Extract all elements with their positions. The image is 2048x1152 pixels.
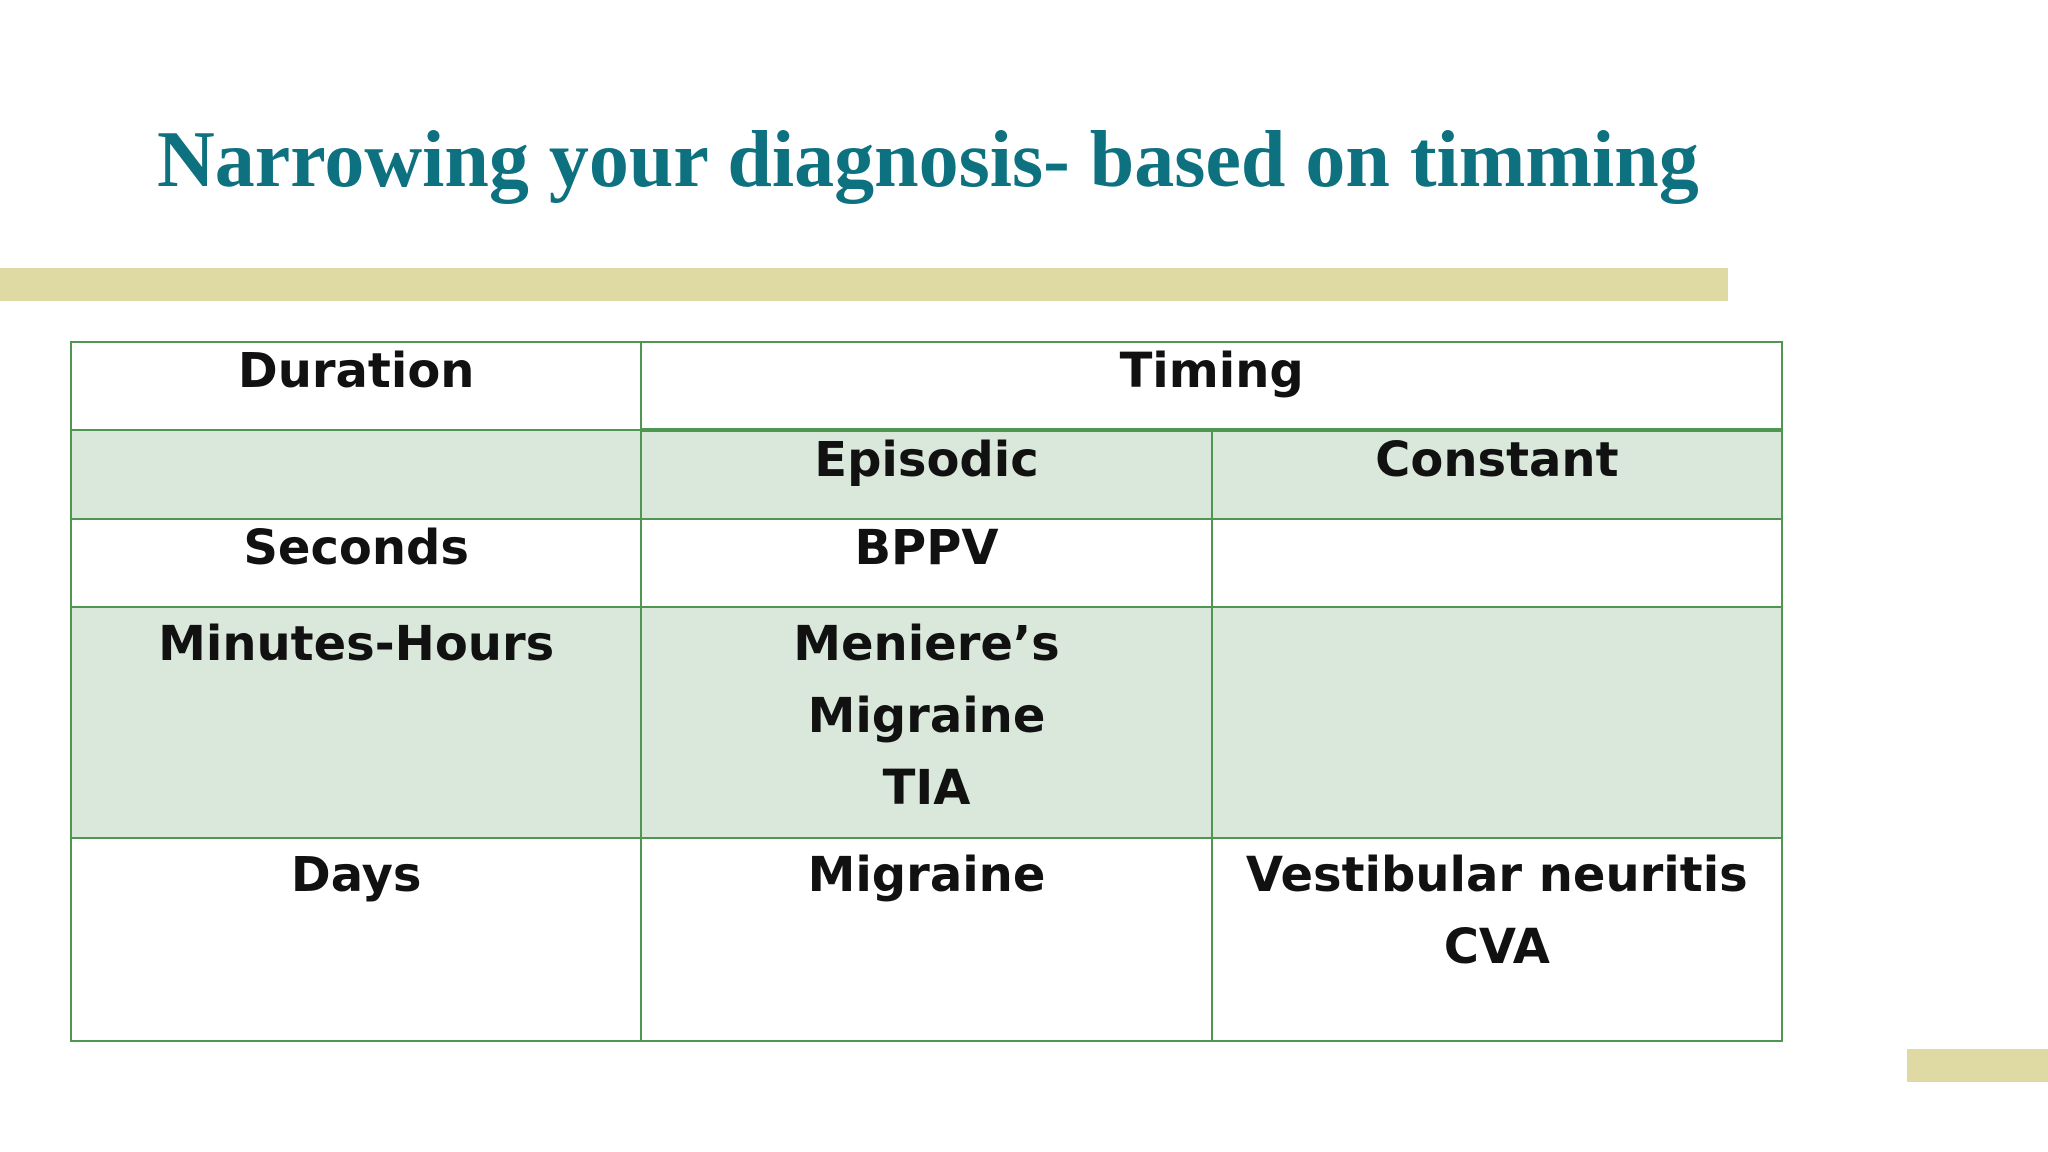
- table-subheader-row: [71, 430, 1782, 519]
- subheader-blank: [71, 430, 641, 519]
- cell-line: Migraine: [807, 688, 1046, 744]
- cell-line: TIA: [882, 760, 971, 816]
- corner-accent-bar: [1907, 1049, 2048, 1082]
- duration-cell: Seconds: [71, 519, 641, 607]
- table-row: [71, 838, 1782, 1041]
- table-row: [71, 607, 1782, 838]
- cell-line: BPPV: [854, 520, 999, 576]
- header-timing: Timing: [641, 342, 1782, 430]
- constant-cell: [1212, 607, 1782, 838]
- episodic-cell: [641, 838, 1211, 1041]
- episodic-cell: [641, 519, 1211, 607]
- subheader-constant: Constant: [1212, 430, 1782, 519]
- title-underline-bar: [0, 268, 1728, 301]
- cell-line: Meniere’s: [793, 616, 1060, 672]
- duration-cell: Minutes-Hours: [71, 607, 641, 838]
- cell-line: CVA: [1443, 919, 1550, 975]
- cell-line: Migraine: [807, 847, 1046, 903]
- header-duration: Duration: [71, 342, 641, 430]
- timing-table: [70, 341, 1783, 1042]
- duration-cell: Days: [71, 838, 641, 1041]
- table-header-row: [71, 342, 1782, 430]
- subheader-episodic: Episodic: [641, 430, 1211, 519]
- constant-cell: [1212, 838, 1782, 1041]
- episodic-cell: [641, 607, 1211, 838]
- constant-cell: [1212, 519, 1782, 607]
- slide-title: Narrowing your diagnosis- based on timming: [157, 116, 1699, 204]
- table-row: [71, 519, 1782, 607]
- cell-line: Vestibular neuritis: [1245, 847, 1748, 903]
